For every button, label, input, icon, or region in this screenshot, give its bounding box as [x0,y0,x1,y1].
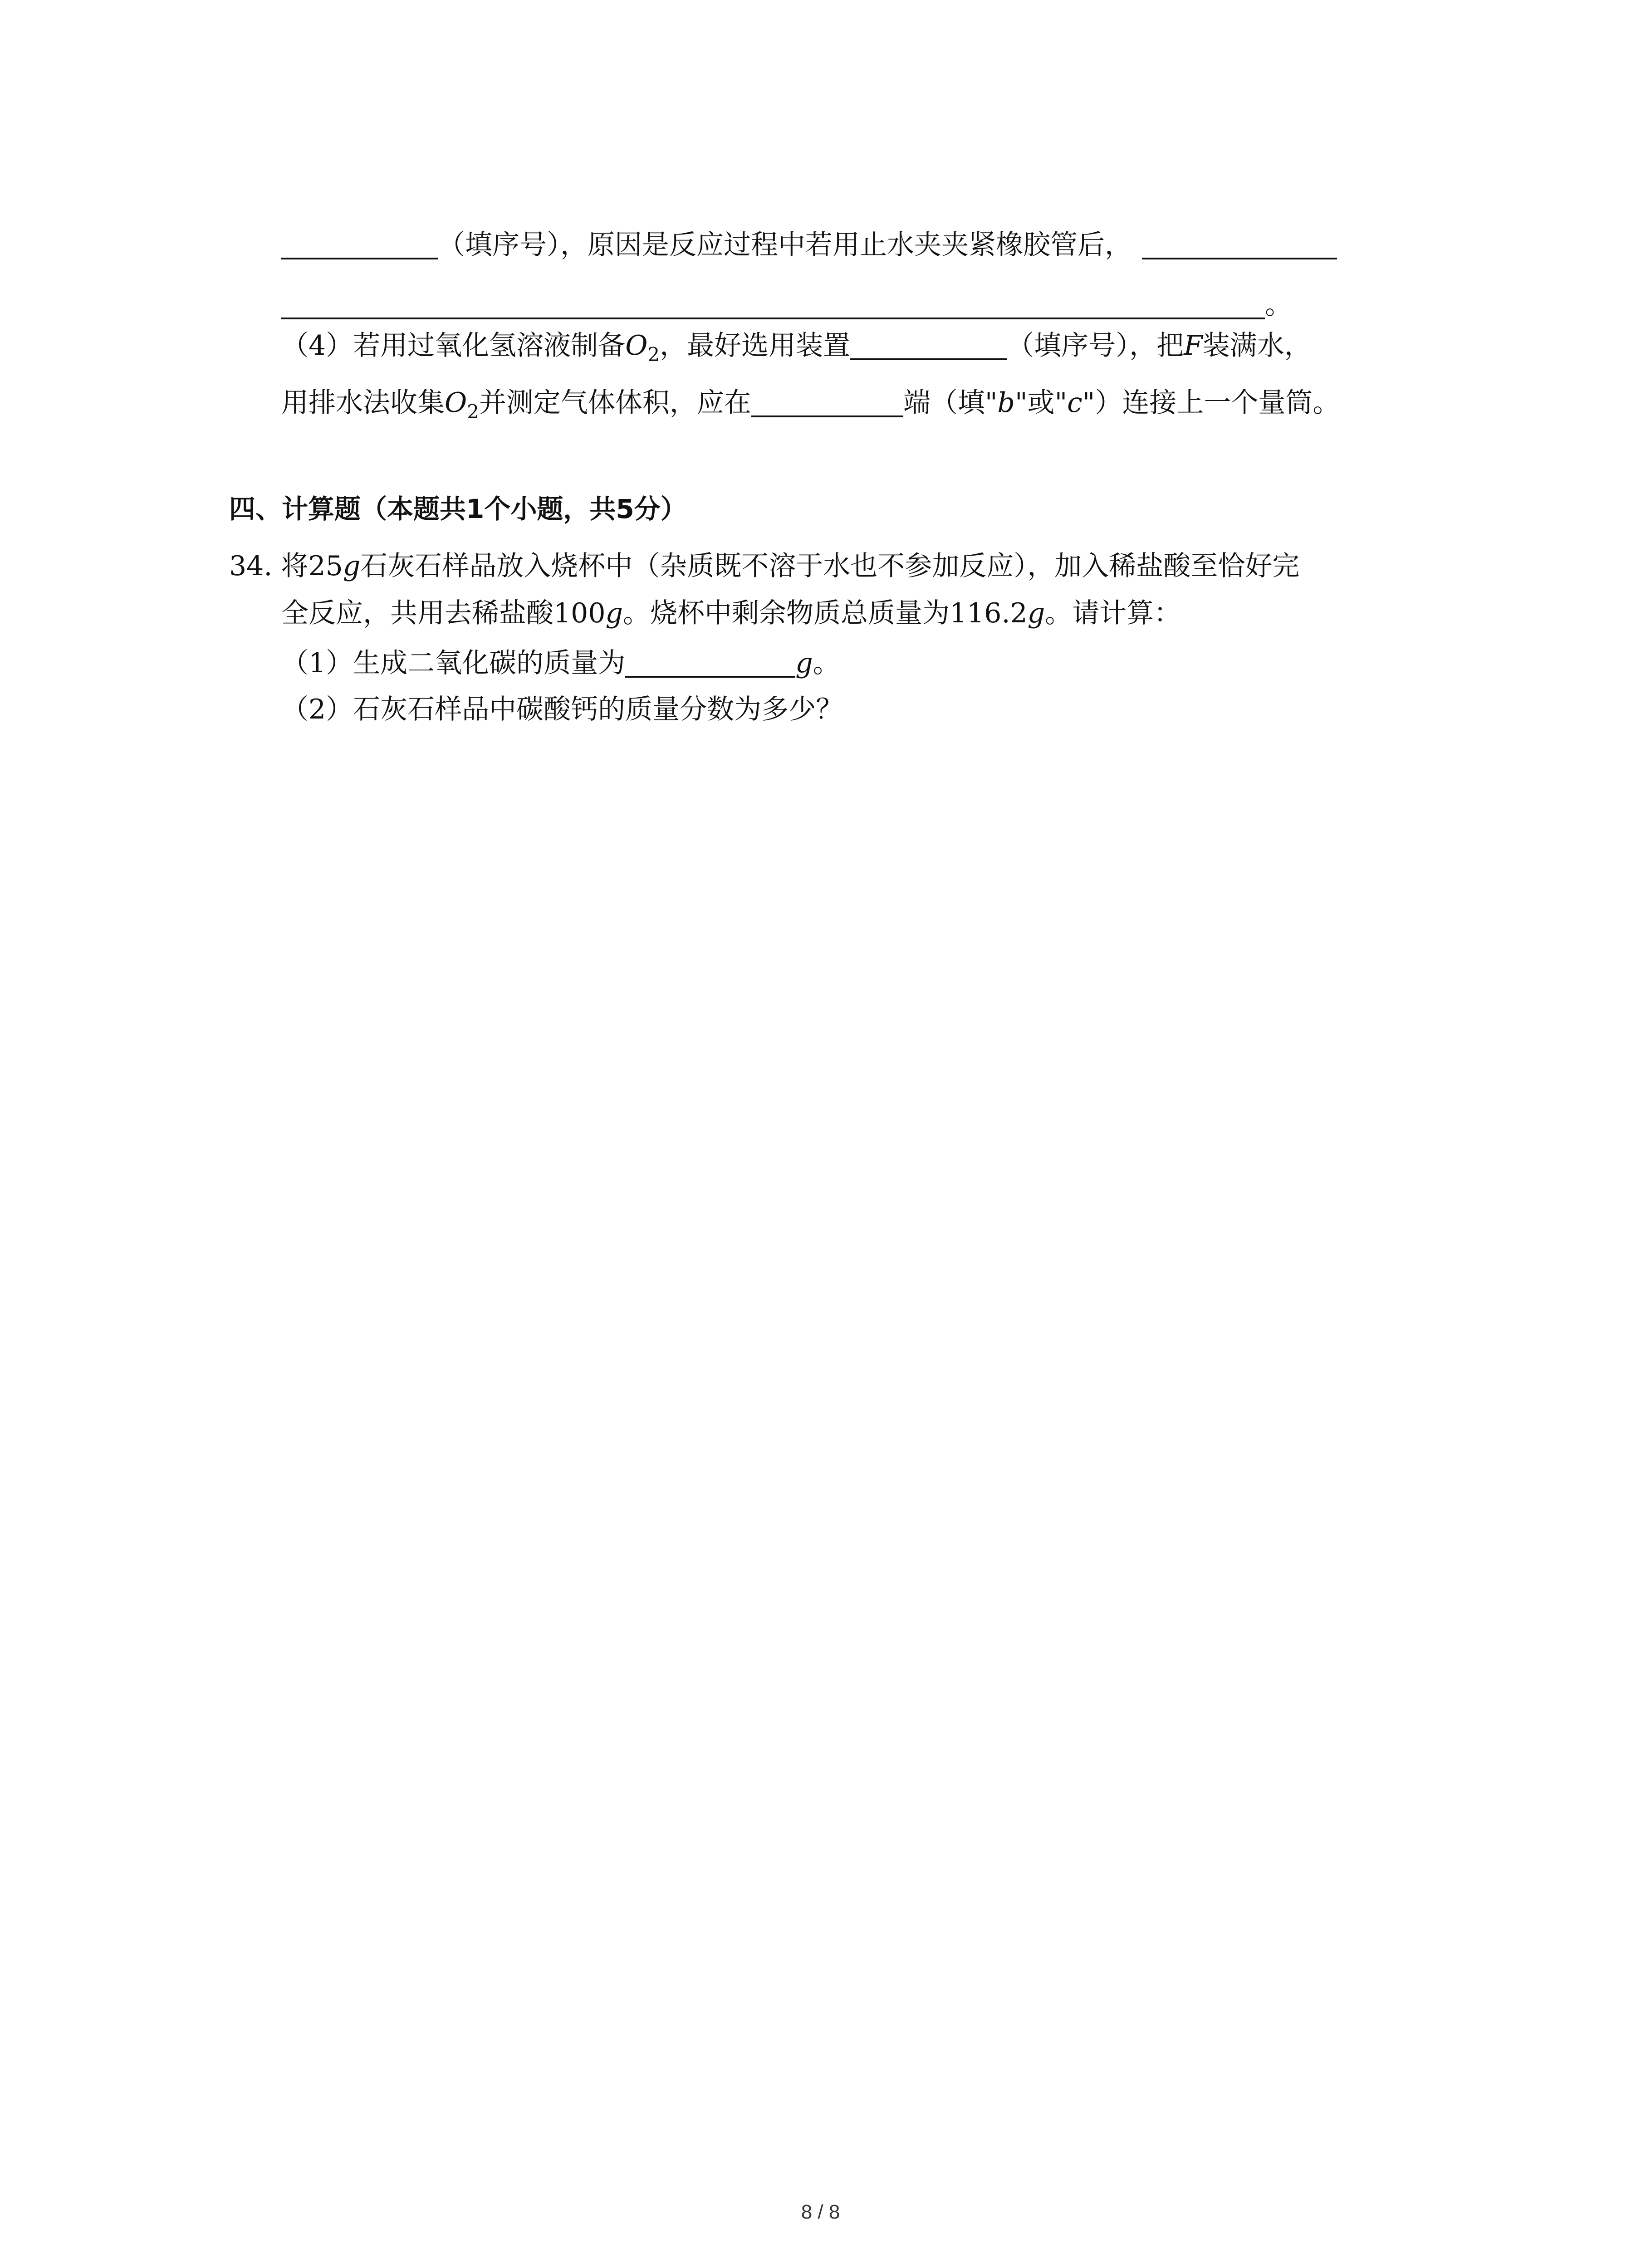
part4-after-blank: （填序号），把 [1007,330,1184,362]
q33-line-2-end: 。 [1265,289,1292,321]
line4-prefix: 用排水法收集 [281,387,445,419]
q34-line-1a: 将25 [281,550,343,582]
answer-blank[interactable] [850,331,1007,360]
page-number: 8 / 8 [801,2201,840,2223]
q34-sub-2: （2）石灰石样品中碳酸钙的质量分数为多少？ [281,694,843,725]
q33-line-2 [281,287,1292,323]
q34-line-2a: 全反应，共用去稀盐酸100 [281,597,606,629]
unit-g: g [1027,597,1045,629]
answer-blank[interactable] [1142,230,1337,259]
port-b-letter: b [997,387,1015,419]
q34-line-2c: 。请计算： [1045,597,1181,629]
answer-blank-long[interactable] [281,290,1265,319]
q34-sub-1-end: 。 [813,647,840,679]
oxygen-symbol: O [625,330,648,362]
device-f-letter: F [1184,330,1203,362]
q34-sub-1-prefix: （1）生成二氧化碳的质量为 [281,647,626,679]
unit-g: g [795,647,813,679]
line4-end: "）连接上一个量筒。 [1082,387,1340,419]
q34-line-1b: 石灰石样品放入烧杯中（杂质既不溶于水也不参加反应），加入稀盐酸至恰好完 [360,550,1300,582]
q34-sub-1 [281,645,840,681]
unit-g: g [605,597,623,629]
or-text: "或" [1014,387,1068,419]
q34-number: 34. [229,550,273,582]
section-4-heading: 四、计算题（本题共1个小题，共5分） [229,494,687,524]
oxygen-symbol: O [445,387,467,419]
answer-blank[interactable] [625,649,795,678]
line4-after-blank: 端（填" [903,387,998,419]
answer-blank[interactable] [281,230,438,259]
answer-blank[interactable] [751,388,903,417]
line4-mid: 并测定气体体积，应在 [479,387,751,419]
subscript: 2 [467,401,479,423]
subscript: 2 [647,343,660,366]
part4-prefix: （4）若用过氧化氢溶液制备 [281,330,626,362]
q33-line-4 [281,385,1340,430]
q34-line-2b: 。烧杯中剩余物质总质量为116.2 [622,597,1028,629]
q34-line-1 [229,548,1299,584]
q33-line-1 [281,227,1337,263]
port-c-letter: c [1067,387,1083,419]
q33-part-4 [281,327,1312,373]
q33-line-1-text: （填序号），原因是反应过程中若用止水夹夹紧橡胶管后， [438,229,1132,261]
part4-mid: ，最好选用装置 [660,330,851,362]
unit-g: g [343,550,361,582]
q34-line-2 [281,595,1181,631]
part4-end: 装满水， [1202,330,1312,362]
